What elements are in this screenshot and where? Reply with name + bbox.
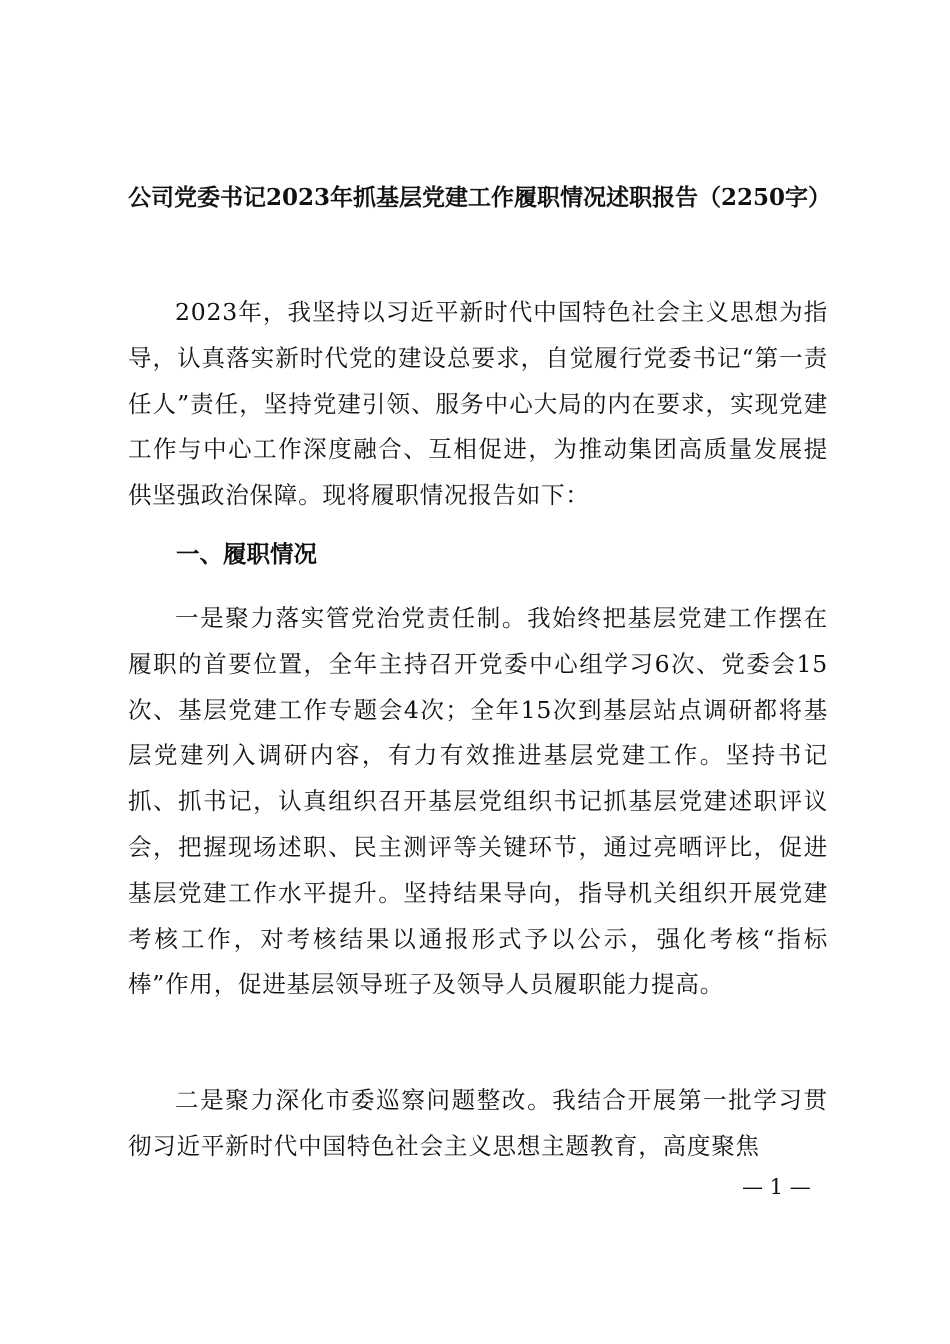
intro-paragraph: 2023年，我坚持以习近平新时代中国特色社会主义思想为指导，认真落实新时代党的建设总要求，自觉履行党委书记“第一责任人”责任，坚持党建引领、服务中心大局的内在要求，实现党建工作与中心工作深度融合、互相促进，为推动集团高质量发展提供坚强政治保障。现将履职情况报告如下：	[128, 298, 828, 510]
document-title: 公司党委书记2023年抓基层党建工作履职情况述职报告（2250字）	[128, 184, 832, 211]
section-heading: 一、履职情况	[176, 540, 317, 568]
paragraph-inspection-rectification: 二是聚力深化市委巡察问题整改。我结合开展第一批学习贯彻习近平新时代中国特色社会主义思想主题教育，高度聚焦	[128, 1086, 828, 1160]
page-number: — 1 —	[742, 1175, 811, 1199]
paragraph-duty-responsibility: 一是聚力落实管党治党责任制。我始终把基层党建工作摆在履职的首要位置，全年主持召开党委中心组学习6次、党委会15次、基层党建工作专题会4次；全年15次到基层站点调研都将基层党建列入调研内容，有力有效推进基层党建工作。坚持书记抓、抓书记，认真组织召开基层党组织书记抓基层党建述职评议会，把握现场述职、民主测评等关键环节，通过亮晒评比，促进基层党建工作水平提升。坚持结果导向，指导机关组织开展党建考核工作，对考核结果以通报形式予以公示，强化考核“指标棒”作用，促进基层领导班子及领导人员履职能力提高。	[128, 604, 828, 999]
